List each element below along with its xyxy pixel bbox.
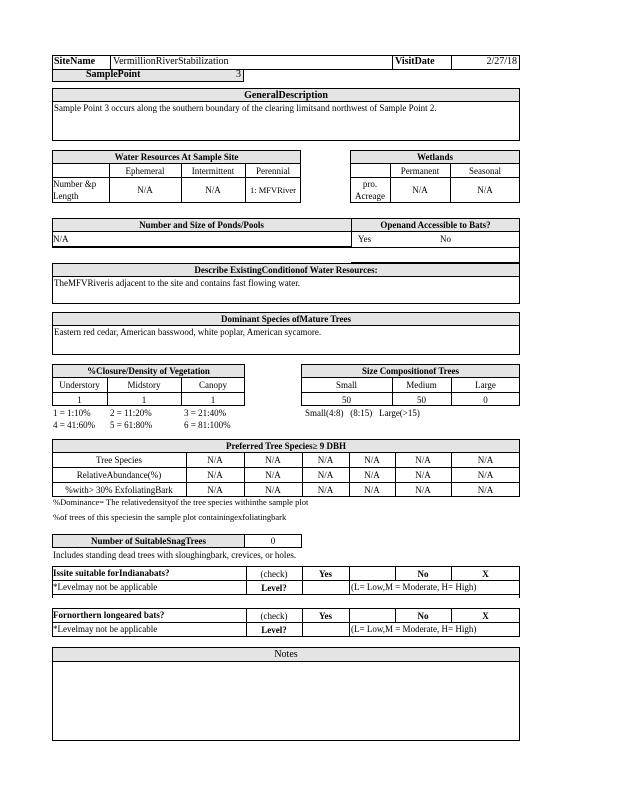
water-resources-title: Water Resources At Sample Site [52,150,301,164]
preferred-cell: N/A [415,485,431,495]
closure-col-understory: Understory [59,380,100,390]
indiana-question: Issite suitable forIndianabats? [53,568,170,578]
size-col-medium: Medium [406,380,437,390]
water-col-ephemeral: Ephemeral [125,165,165,176]
northern-check-label: (check) [260,610,288,621]
site-name-value: VermillionRiverStabilization [113,56,229,67]
indiana-level-label: Level? [261,582,287,593]
bats-access-title: Openand Accessible to Bats? [380,220,491,230]
preferred-cell: N/A [317,455,334,465]
closure-legend-6: 6 = 81:100% [184,420,231,430]
wetlands-col-permanent: Permanent [400,165,440,176]
notes-area[interactable] [52,661,520,741]
ponds-value: N/A [53,234,69,244]
northern-question: Fornorthern longeared bats? [53,610,165,620]
visit-date-value: 2/27/18 [486,56,517,67]
water-col-perennial: Perennial [256,165,290,176]
preferred-cell: N/A [317,485,334,495]
closure-legend-3: 3 = 21:40% [184,408,227,418]
size-legend: Small(4:8) (8:15) Large(>15) [305,408,420,418]
closure-legend-1: 1 = 1:10% [53,408,91,418]
water-value-intermittent: N/A [205,185,221,195]
preferred-cell: N/A [364,455,380,465]
water-col-intermittent: Intermittent [191,165,235,176]
preferred-cell: N/A [207,470,223,480]
ponds-value-box [52,231,352,247]
preferred-cell: N/A [364,470,380,480]
wetlands-row-label-1: pro. [362,179,378,189]
dominant-species-title: Dominant Species ofMature Trees [52,312,520,326]
ponds-title: Number and Size of Ponds/Pools [139,220,264,230]
water-value-ephemeral: N/A [137,185,153,195]
indiana-no-label: No [417,568,429,579]
notes-title: Notes [52,647,520,662]
preferred-row-label: %with> 30% ExfoliatingBark [65,485,173,495]
closure-legend-4: 4 = 41:60% [53,420,96,430]
sample-point-row [52,69,244,82]
size-value-medium: 50 [417,394,426,405]
preferred-cell: N/A [317,470,334,480]
wetlands-title: Wetlands [350,150,520,164]
size-col-large: Large [475,380,496,390]
closure-value-midstory: 1 [141,394,147,405]
water-condition-title: Describe ExistingConditionof Water Resources: [52,263,520,277]
wetlands-col-seasonal: Seasonal [469,165,501,176]
snag-note: Includes standing dead trees with sloughingbark, crevices, or holes. [53,550,297,560]
water-row-label-1: Number &p [53,179,97,189]
water-value-perennial: 1: MFVRiver [249,185,297,195]
site-name-label: SiteName [54,56,96,67]
preferred-cell: N/A [265,470,281,480]
preferred-cell: N/A [415,470,431,480]
indiana-level-scale: (L= Low,M = Moderate, H= High) [351,582,477,592]
preferred-row-label: RelativeAbundance(%) [76,470,162,480]
northern-level-scale: (L= Low,M = Moderate, H= High) [351,624,477,634]
closure-legend-2: 2 = 11:20% [110,408,152,418]
wetlands-value-permanent: N/A [412,185,428,195]
size-value-small: 50 [342,394,351,405]
sample-point-value: 3 [236,69,241,80]
preferred-cell: N/A [207,455,223,465]
wetlands-row-label-2: Acreage [355,191,385,201]
size-title: Size Compositionof Trees [301,364,520,378]
water-condition-text: TheMFVRiveris adjacent to the site and contains fast flowing water. [54,278,300,288]
preferred-note-1: %Dominance= The relativedensityof the tree species withinthe sample plot [53,497,309,507]
size-value-large: 0 [483,394,488,405]
northern-level-note: *Levelmay not be applicable [53,624,158,634]
closure-legend-5: 5 = 61:80% [110,420,153,430]
sample-point-label: SamplePoint [86,69,141,80]
preferred-cell: N/A [265,455,281,465]
visit-date-label: VisitDate [395,56,435,67]
preferred-note-2: %of trees of this speciesin the sample plot containingexfoliatingbark [53,512,287,522]
indiana-check-label: (check) [260,568,288,579]
indiana-level-note: *Levelmay not be applicable [53,582,158,592]
preferred-cell: N/A [207,485,223,495]
closure-value-canopy: 1 [210,394,216,405]
wetlands-value-seasonal: N/A [477,185,493,195]
bats-access-no: No [440,234,451,244]
preferred-cell: N/A [477,470,494,480]
preferred-cell: N/A [477,455,494,465]
indiana-no-checkbox[interactable]: X [482,568,489,579]
preferred-cell: N/A [415,455,431,465]
dominant-species-text: Eastern red cedar, American basswood, white poplar, American sycamore. [54,327,322,337]
bats-access-yes: Yes [358,234,372,244]
closure-col-midstory: Midstory [127,380,161,390]
preferred-cell: N/A [477,485,494,495]
snag-label: Number of SuitableSnagTrees [52,534,245,548]
closure-title: %Closure/Density of Vegetation [52,364,245,378]
preferred-title: Preferred Tree Species≥ 9 DBH [52,439,520,453]
water-row-label-2: Length [53,191,79,201]
preferred-cell: N/A [364,485,380,495]
indiana-yes-label: Yes [319,568,332,579]
northern-level-label: Level? [261,624,287,635]
snag-value: 0 [244,534,302,548]
general-description-text: Sample Point 3 occurs along the southern boundary of the clearing limitsand northwest of Sample Point 2. [54,103,437,113]
closure-col-canopy: Canopy [199,380,227,390]
northern-no-checkbox[interactable]: X [482,610,489,621]
general-description-title: GeneralDescription [52,88,520,102]
preferred-cell: N/A [265,485,281,495]
northern-no-label: No [417,610,429,621]
preferred-row-label: Tree Species [96,455,142,465]
closure-value-understory: 1 [77,394,82,405]
size-col-small: Small [335,380,357,390]
northern-yes-label: Yes [319,610,332,621]
